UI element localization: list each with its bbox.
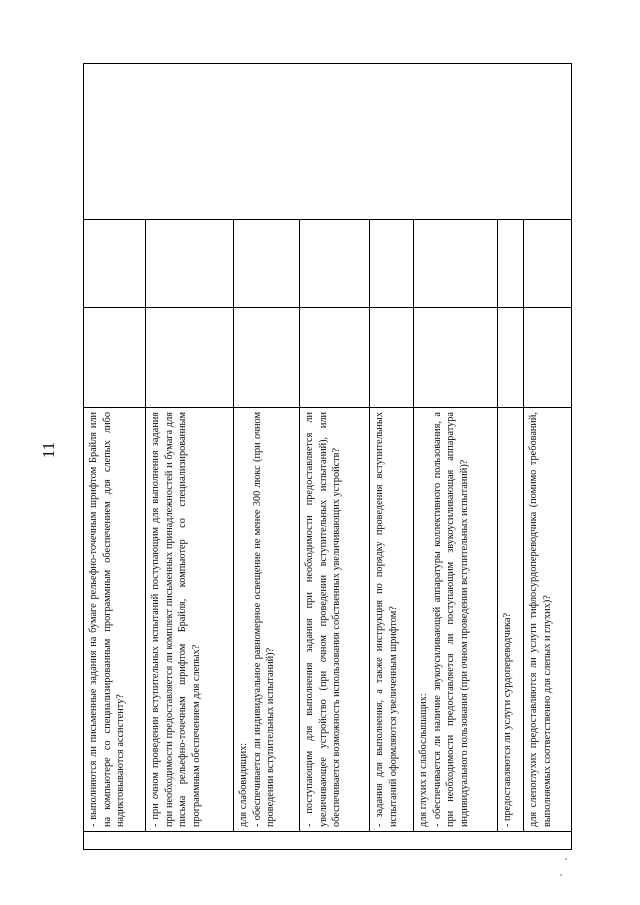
- answer-cell-2: [234, 220, 300, 308]
- answer-cell-1: [414, 308, 498, 408]
- question-cell: - предоставляются ли услуги сурдопереводчика?: [498, 408, 524, 832]
- blank-column-1: [84, 832, 572, 850]
- answer-cell-2: [84, 220, 146, 308]
- question-cell: - задания для выполнения, а также инструкция по порядку проведения вступительных испытаний оформляются увеличенным шрифтом?: [370, 408, 414, 832]
- question-cell: для глухих и слабослышащих: - обеспечивается ли наличие звукоусиливающей аппаратуры коллективного пользования, а при необходимости предоставляется ли поступающим звукоусиливающая аппаратура индивидуального пользования (при очном проведении вступительных испытаний)?: [414, 408, 498, 832]
- answer-cell-1: [146, 308, 234, 408]
- answer-cell-2: [146, 220, 234, 308]
- checklist-table: [83, 63, 572, 850]
- question-cell: - при очном проведении вступительных испытаний поступающим для выполнения задания при необходимости предоставляется ли комплект письменных принадлежностей и бумага для письма рельефно-точечным шрифтом Брайля, компьютер со специализированным программным обеспечением для слепых?: [146, 408, 234, 832]
- answer-cell-1: [234, 308, 300, 408]
- answer-cell-1: [300, 308, 370, 408]
- answer-cell-2: [414, 220, 498, 308]
- question-cell: для слепоглухих предоставляются ли услуги тифлосурдопереводчика (помимо требований, выполняемых соответственно для слепых и глухих)?: [524, 408, 572, 832]
- scan-speck: [560, 874, 562, 876]
- accessibility-checklist: [83, 64, 571, 850]
- answer-cell-1: [370, 308, 414, 408]
- question-cell: - выполняются ли письменные задания на бумаге рельефно-точечным шрифтом Брайля или на компьютере со специализированным программным обеспечением для слепых либо надиктовываются ассистенту?: [84, 408, 146, 832]
- answer-cell-2: [524, 220, 572, 308]
- answer-cell-1: [498, 308, 524, 408]
- question-cell: - поступающим для выполнения задания при необходимости предоставляется ли увеличивающее устройство (при очном проведении вступительных испытаний), или обеспечивается возможность использования собственных увеличивающих устройств?: [300, 408, 370, 832]
- answer-cell-1: [84, 308, 146, 408]
- question-cell: для слабовидящих: - обеспечивается ли индивидуальное равномерное освещение не менее 300 люкс (при очном проведении вступительных испытаний)?: [234, 408, 300, 832]
- answer-cell-2: [370, 220, 414, 308]
- blank-column-5: [84, 64, 572, 220]
- table-row: [84, 64, 146, 850]
- answer-cell-2: [498, 220, 524, 308]
- group-heading: для слабовидящих:: [238, 742, 249, 827]
- answer-cell-2: [300, 220, 370, 308]
- group-heading: для глухих и слабослышащих:: [418, 693, 429, 827]
- scan-speck: [565, 858, 567, 860]
- answer-cell-1: [524, 308, 572, 408]
- page-number: 11: [39, 441, 58, 459]
